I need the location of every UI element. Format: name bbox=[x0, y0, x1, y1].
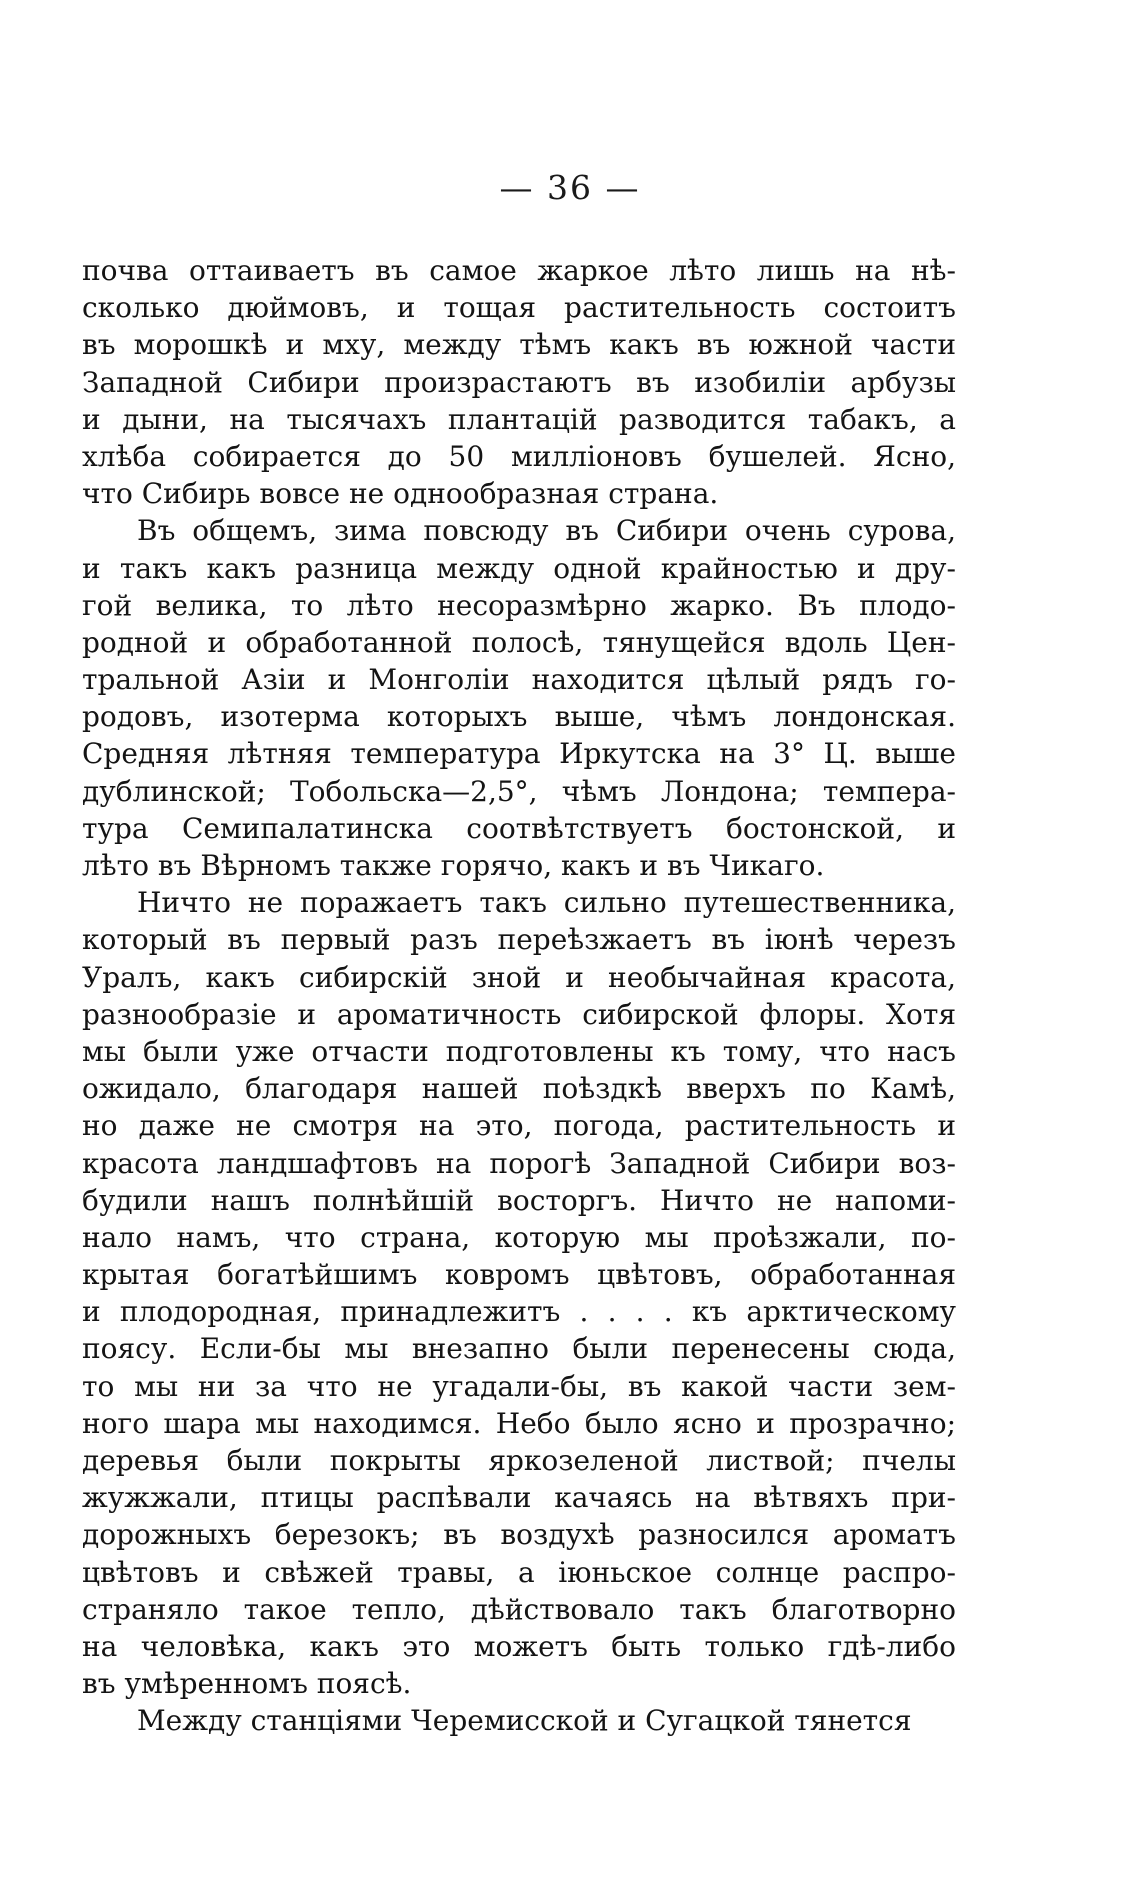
text-line: то мы ни за что не угадали-бы, въ какой части зем- bbox=[82, 1369, 956, 1403]
text-line: родной и обработанной полосѣ, тянущейся вдоль Цен- bbox=[82, 625, 956, 659]
text-line: и такъ какъ разница между одной крайностью и дру- bbox=[82, 551, 956, 585]
text-line: дублинской; Тобольска—2,5°, чѣмъ Лондона; темпера- bbox=[82, 774, 956, 808]
text-line: родовъ, изотерма которыхъ выше, чѣмъ лондонская. bbox=[82, 700, 956, 734]
text-line: Въ общемъ, зима повсюду въ Сибири очень сурова, bbox=[137, 514, 956, 548]
text-line: гой велика, то лѣто несоразмѣрно жарко. Въ плодо- bbox=[82, 588, 956, 622]
text-line: крытая богатѣйшимъ ковромъ цвѣтовъ, обработанная bbox=[82, 1258, 956, 1292]
text-line: жужжали, птицы распѣвали качаясь на вѣтвяхъ при- bbox=[82, 1481, 956, 1515]
text-line: нало намъ, что страна, которую мы проѣзжали, по- bbox=[82, 1220, 956, 1254]
text-line: но даже не смотря на это, погода, растительность и bbox=[82, 1109, 956, 1143]
text-line: въ умѣренномъ поясѣ. bbox=[82, 1667, 412, 1701]
text-line: лѣто въ Вѣрномъ также горячо, какъ и въ Чикаго. bbox=[82, 849, 825, 882]
text-line: который въ первый разъ переѣзжаетъ въ іюнѣ черезъ bbox=[82, 923, 956, 957]
text-line: Западной Сибири произрастаютъ въ изобиліи арбузы bbox=[82, 365, 956, 399]
text-line: почва оттаиваетъ въ самое жаркое лѣто лишь на нѣ- bbox=[82, 254, 956, 287]
text-line: будили нашъ полнѣйшій восторгъ. Ничто не напоми- bbox=[82, 1183, 956, 1217]
body-text bbox=[82, 252, 956, 1740]
text-line: разнообразіе и ароматичность сибирской флоры. Хотя bbox=[82, 997, 956, 1031]
text-line: мы были уже отчасти подготовлены къ тому, что насъ bbox=[82, 1034, 956, 1068]
text-line: Средняя лѣтняя температура Иркутска на 3° Ц. выше bbox=[82, 737, 956, 771]
text-line: и дыни, на тысячахъ плантацій разводится табакъ, а bbox=[82, 402, 956, 436]
paragraph bbox=[82, 884, 956, 1702]
text-line: Ничто не поражаетъ такъ сильно путешественника, bbox=[137, 886, 956, 920]
paragraph bbox=[82, 512, 956, 884]
text-line: въ морошкѣ и мху, между тѣмъ какъ въ южной части bbox=[82, 328, 956, 362]
text-line: сколько дюймовъ, и тощая растительность состоитъ bbox=[82, 291, 956, 325]
text-line: Уралъ, какъ сибирскій зной и необычайная красота, bbox=[82, 960, 956, 994]
text-line: ожидало, благодаря нашей поѣздкѣ вверхъ по Камѣ, bbox=[82, 1072, 956, 1106]
paragraph bbox=[82, 252, 956, 512]
text-line: дорожныхъ березокъ; въ воздухѣ разносился ароматъ bbox=[82, 1518, 956, 1552]
text-line: что Сибирь вовсе не однообразная страна. bbox=[82, 477, 719, 511]
text-line: цвѣтовъ и свѣжей травы, а іюньское солнце распро- bbox=[82, 1555, 956, 1589]
text-line: и плодородная, принадлежитъ . . . . къ арктическому bbox=[82, 1295, 956, 1329]
text-line: тральной Азіи и Монголіи находится цѣлый рядъ го- bbox=[82, 663, 956, 697]
text-line: страняло такое тепло, дѣйствовало такъ благотворно bbox=[82, 1592, 956, 1626]
text-line: Между станціями Черемисской и Сугацкой тянется bbox=[137, 1704, 912, 1738]
text-line: на человѣка, какъ это можетъ быть только гдѣ-либо bbox=[82, 1629, 956, 1663]
text-line: ного шара мы находимся. Небо было ясно и прозрачно; bbox=[82, 1406, 956, 1440]
text-line: хлѣба собирается до 50 милліоновъ бушелей. Ясно, bbox=[82, 439, 956, 473]
text-line: поясу. Если-бы мы внезапно были перенесены сюда, bbox=[82, 1332, 956, 1366]
paragraph bbox=[82, 1702, 956, 1739]
text-line: деревья были покрыты яркозеленой листвой; пчелы bbox=[82, 1444, 956, 1477]
text-line: красота ландшафтовъ на порогѣ Западной Сибири воз- bbox=[82, 1146, 956, 1180]
text-line: тура Семипалатинска соотвѣтствуетъ бостонской, и bbox=[82, 811, 956, 845]
page-number: — 36 — bbox=[499, 168, 641, 207]
